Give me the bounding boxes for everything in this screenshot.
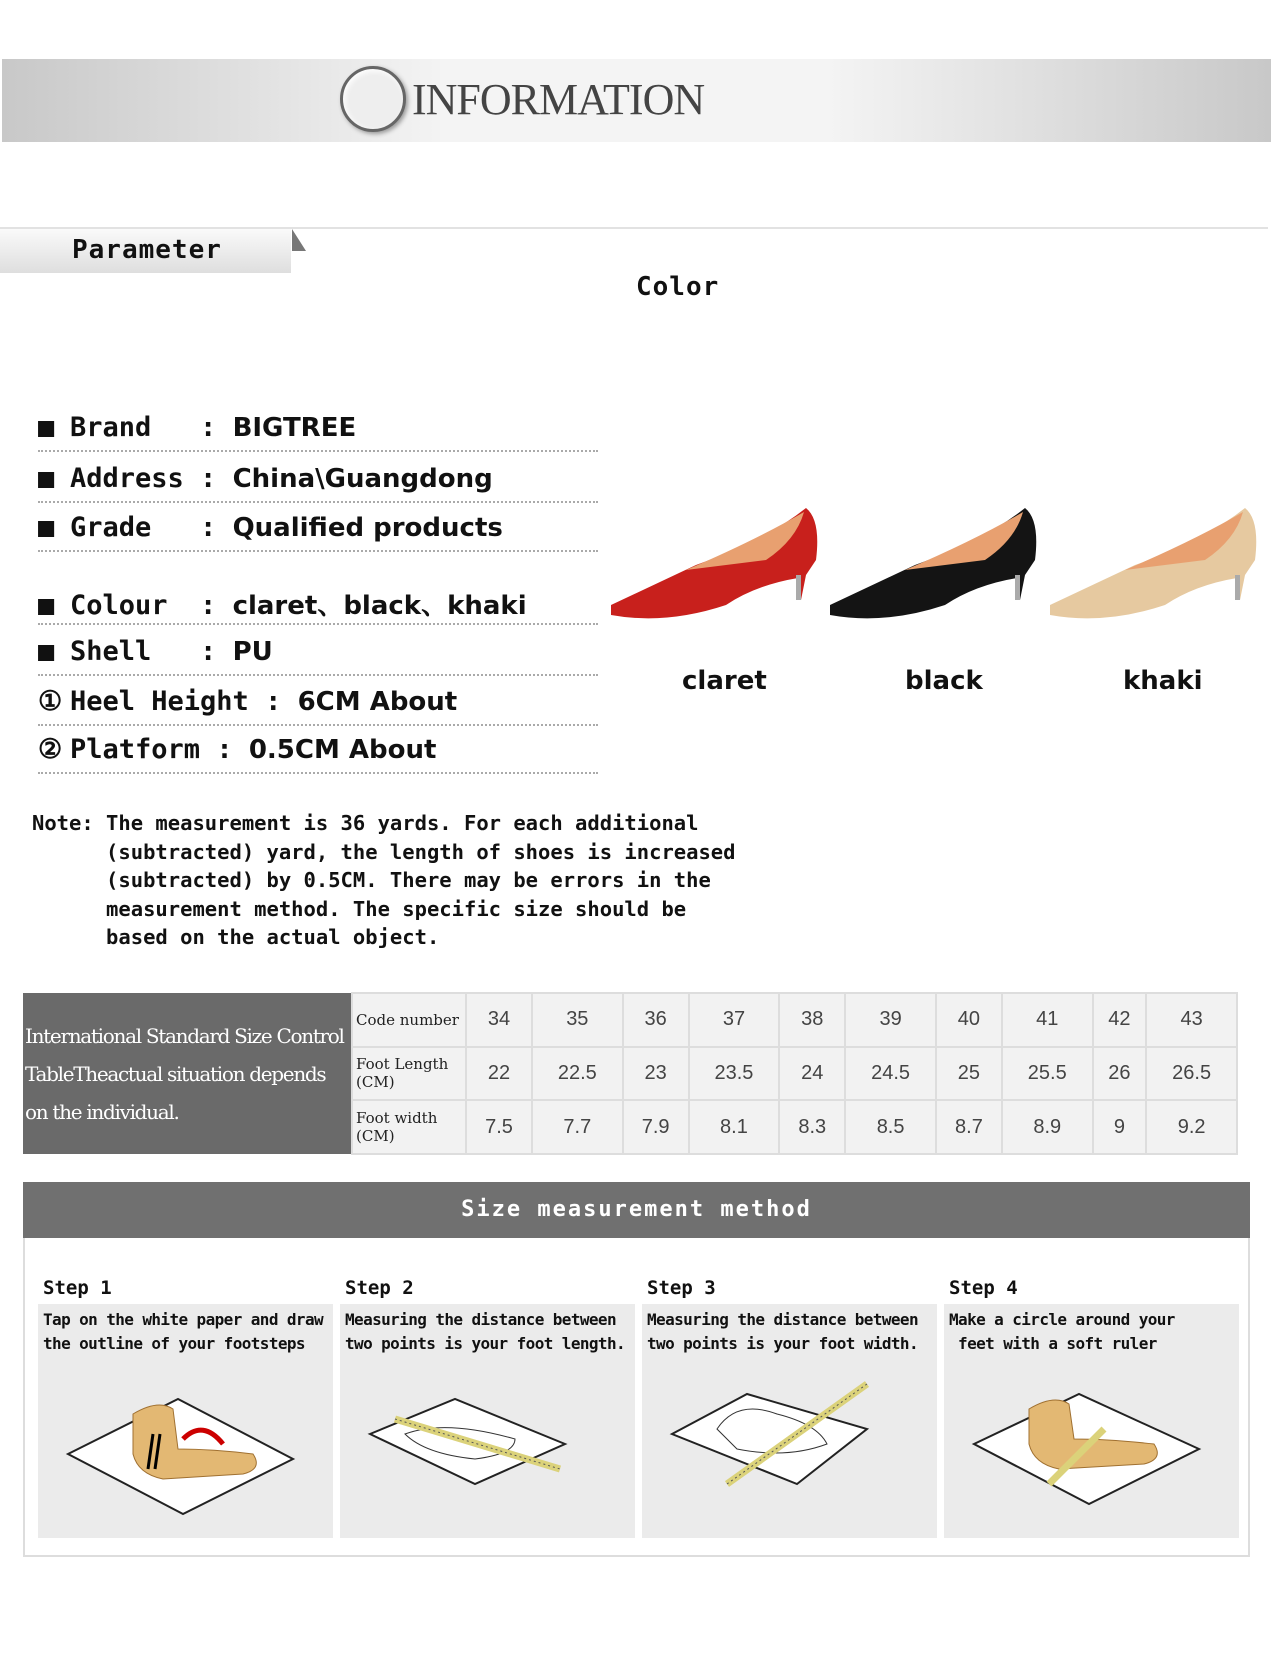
param-value: China\Guangdong: [232, 464, 493, 494]
param-label: Colour: [70, 590, 201, 621]
color-heading: Color: [636, 272, 720, 302]
table-cell: 38: [779, 993, 845, 1047]
row-label: Foot Length (CM): [352, 1047, 466, 1101]
foot-measure-illustration-icon: [964, 1374, 1214, 1524]
step-title: Step 3: [647, 1277, 716, 1299]
table-cell: 41: [1002, 993, 1093, 1047]
color-label-claret: claret: [682, 666, 767, 696]
table-cell: 40: [936, 993, 1002, 1047]
step-title: Step 4: [949, 1277, 1018, 1299]
bullet-icon: ■: [38, 636, 55, 667]
table-cell: 26.5: [1146, 1047, 1237, 1101]
param-row: ■ Brand : BIGTREE: [38, 412, 598, 452]
param-label: Address: [70, 463, 201, 494]
table-cell: 7.5: [466, 1100, 532, 1154]
shoe-black-image: [825, 500, 1040, 630]
color-label-black: black: [905, 666, 983, 696]
step-title: Step 2: [345, 1277, 414, 1299]
param-label: Shell: [70, 636, 201, 667]
table-cell: 22: [466, 1047, 532, 1101]
step-description: Measuring the distance between two points is your foot width.: [647, 1310, 918, 1353]
foot-measure-illustration-icon: [662, 1374, 912, 1524]
tab-corner-icon: [292, 229, 306, 251]
shoe-khaki-image: [1045, 500, 1260, 630]
table-cell: 36: [623, 993, 689, 1047]
bullet-icon: ■: [38, 412, 55, 443]
foot-measure-illustration-icon: [58, 1374, 308, 1524]
step-title: Step 1: [43, 1277, 112, 1299]
bullet-icon: ■: [38, 463, 55, 494]
param-row: ■ Grade : Qualified products: [38, 512, 598, 552]
table-cell: 25: [936, 1047, 1002, 1101]
circle-logo-icon: [340, 66, 406, 132]
table-cell: 26: [1093, 1047, 1147, 1101]
table-cell: 7.9: [623, 1100, 689, 1154]
param-value: BIGTREE: [232, 413, 357, 443]
measurement-title: Size measurement method: [23, 1182, 1250, 1238]
row-label: Code number: [352, 993, 466, 1047]
step-card: [642, 1304, 937, 1538]
foot-measure-illustration-icon: [360, 1374, 610, 1524]
bullet-icon: ■: [38, 512, 55, 543]
step-card: [340, 1304, 635, 1538]
size-note: Note: The measurement is 36 yards. For each additional (subtracted) yard, the length of shoes is increased (subtracted) by 0.5CM. There may be errors in the measurement method. The specific size should be based on the actual object.: [32, 811, 736, 949]
table-cell: 39: [845, 993, 936, 1047]
table-cell: 8.7: [936, 1100, 1002, 1154]
table-cell: 9.2: [1146, 1100, 1237, 1154]
table-caption: International Standard Size Control TableTheactual situation depends on the individual.: [23, 993, 352, 1154]
table-cell: 8.5: [845, 1100, 936, 1154]
bullet-icon: ②: [38, 734, 63, 765]
table-cell: 23.5: [689, 1047, 780, 1101]
table-cell: 24.5: [845, 1047, 936, 1101]
header-title: INFORMATION: [412, 75, 705, 124]
table-cell: 9: [1093, 1100, 1147, 1154]
bullet-icon: ■: [38, 590, 55, 621]
table-cell: 8.3: [779, 1100, 845, 1154]
param-label: Heel Height: [70, 686, 266, 717]
param-row: ■ Address : China\Guangdong: [38, 463, 598, 503]
table-cell: 35: [532, 993, 623, 1047]
param-row: ① Heel Height : 6CM About: [38, 686, 598, 726]
param-value: 6CM About: [297, 687, 458, 717]
step-description: Make a circle around your feet with a soft ruler: [949, 1310, 1175, 1353]
step-description: Tap on the white paper and draw the outline of your footsteps: [43, 1310, 324, 1353]
step-card: [38, 1304, 333, 1538]
param-value: claret、black、khaki: [232, 591, 527, 621]
param-label: Brand: [70, 412, 201, 443]
table-cell: 7.7: [532, 1100, 623, 1154]
table-cell: 23: [623, 1047, 689, 1101]
color-label-khaki: khaki: [1123, 666, 1203, 696]
row-label: Foot width (CM): [352, 1100, 466, 1154]
table-cell: 22.5: [532, 1047, 623, 1101]
param-label: Platform: [70, 734, 217, 765]
param-label: Grade: [70, 512, 201, 543]
param-row: ② Platform : 0.5CM About: [38, 734, 598, 774]
param-value: 0.5CM About: [248, 735, 437, 765]
table-cell: 34: [466, 993, 532, 1047]
table-cell: 37: [689, 993, 780, 1047]
param-value: PU: [232, 637, 273, 667]
step-card: [944, 1304, 1239, 1538]
shoe-claret-image: [606, 500, 821, 630]
size-table: [23, 992, 1238, 1155]
table-cell: 42: [1093, 993, 1147, 1047]
table-cell: 43: [1146, 993, 1237, 1047]
parameter-tab: Parameter: [0, 229, 291, 273]
bullet-icon: ①: [38, 686, 63, 717]
step-description: Measuring the distance between two points is your foot length.: [345, 1310, 626, 1353]
table-cell: 8.1: [689, 1100, 780, 1154]
param-value: Qualified products: [232, 513, 503, 543]
table-cell: 8.9: [1002, 1100, 1093, 1154]
table-cell: 24: [779, 1047, 845, 1101]
param-row: ■ Colour : claret、black、khaki: [38, 585, 598, 625]
param-row: ■ Shell : PU: [38, 636, 598, 676]
table-cell: 25.5: [1002, 1047, 1093, 1101]
table-row: [23, 993, 1237, 1047]
